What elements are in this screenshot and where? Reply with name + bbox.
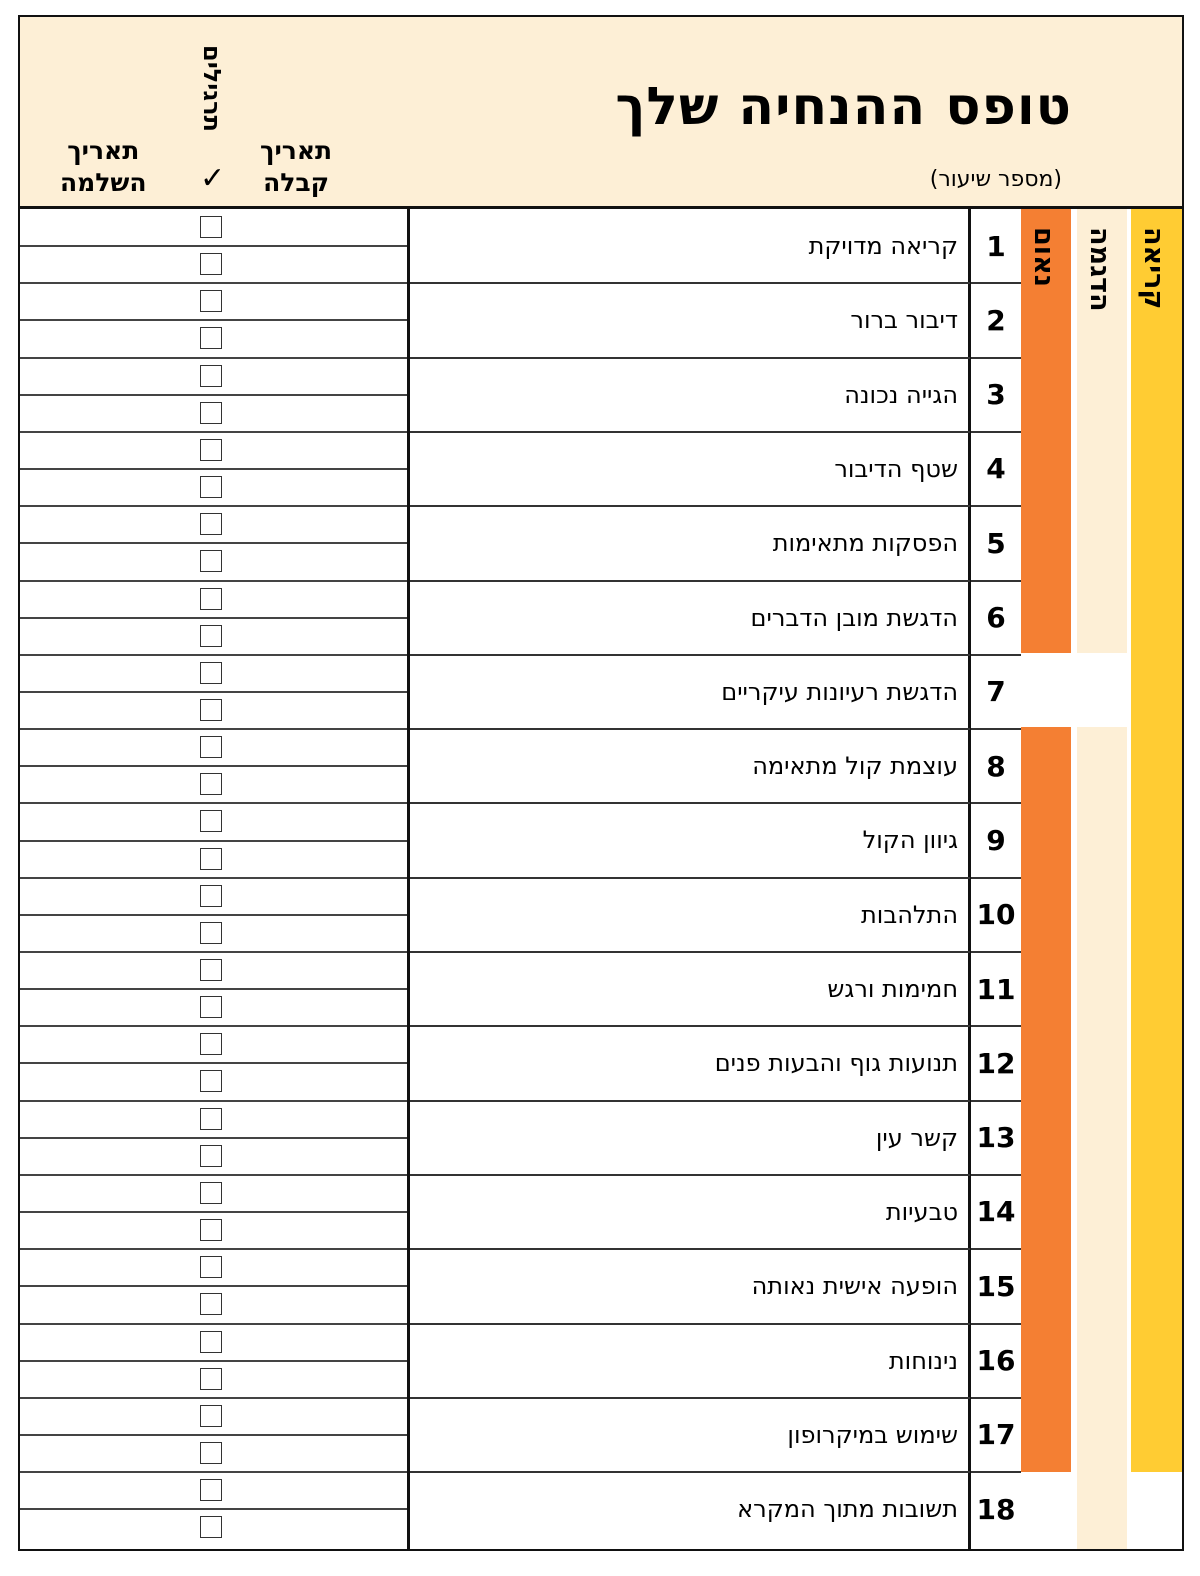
lesson-number: 7 xyxy=(986,675,1006,709)
lesson-number: 18 xyxy=(976,1492,1016,1526)
lesson-label: דיבור ברור xyxy=(850,306,958,335)
assignment-checkbox[interactable] xyxy=(200,402,222,424)
lesson-number: 11 xyxy=(976,972,1016,1006)
completed-date-header-line2: השלמה xyxy=(60,168,147,197)
lesson-label: הדגשת מובן הדברים xyxy=(750,603,958,632)
lesson-row xyxy=(410,1324,970,1398)
tracking-row-divider xyxy=(20,951,407,953)
tracking-row-divider xyxy=(20,1434,407,1436)
assignment-checkbox[interactable] xyxy=(200,1368,222,1390)
lesson-label: קשר עין xyxy=(875,1123,958,1152)
lesson-row xyxy=(410,655,970,729)
assignment-checkbox[interactable] xyxy=(200,439,222,461)
lesson-label: הגייה נכונה xyxy=(844,380,958,409)
form-frame xyxy=(18,15,1184,1551)
lesson-number: 14 xyxy=(976,1195,1016,1229)
lesson-row xyxy=(410,1249,970,1323)
tracking-row-divider xyxy=(20,1397,407,1399)
assignment-checkbox[interactable] xyxy=(200,588,222,610)
assignment-checkbox[interactable] xyxy=(200,253,222,275)
received-date-header-line1: תאריך xyxy=(260,136,333,165)
assignment-checkbox[interactable] xyxy=(200,550,222,572)
tracking-row-divider xyxy=(20,914,407,916)
tracking-row-divider xyxy=(20,1025,407,1027)
lesson-label: הדגשת רעיונות עיקריים xyxy=(721,677,958,706)
lesson-row xyxy=(410,1472,970,1546)
tracking-row-divider xyxy=(20,617,407,619)
tracking-row-divider xyxy=(20,802,407,804)
assignments-header: תרגילים xyxy=(198,45,226,132)
lesson-label: טבעיות xyxy=(885,1197,958,1226)
lesson-row xyxy=(410,1398,970,1472)
assignment-checkbox[interactable] xyxy=(200,959,222,981)
tracking-row-divider xyxy=(20,1360,407,1362)
assignment-checkbox[interactable] xyxy=(200,476,222,498)
assignment-checkbox[interactable] xyxy=(200,996,222,1018)
assignment-checkbox[interactable] xyxy=(200,848,222,870)
tracking-row-divider xyxy=(20,691,407,693)
tracking-row-divider xyxy=(20,1062,407,1064)
assignment-checkbox[interactable] xyxy=(200,1516,222,1538)
lesson-row xyxy=(410,729,970,803)
lesson-number: 12 xyxy=(976,1046,1016,1080)
tracking-row-divider xyxy=(20,319,407,321)
tracking-row-divider xyxy=(20,654,407,656)
assignment-checkbox[interactable] xyxy=(200,1256,222,1278)
tracking-row-divider xyxy=(20,1248,407,1250)
assignment-checkbox[interactable] xyxy=(200,1033,222,1055)
lesson-row xyxy=(410,506,970,580)
assignment-checkbox[interactable] xyxy=(200,1479,222,1501)
page-title: טופס ההנחיה שלך xyxy=(615,77,1072,137)
lesson-number: 10 xyxy=(976,898,1016,932)
received-date-header-line2: קבלה xyxy=(263,168,330,197)
assignment-checkbox[interactable] xyxy=(200,885,222,907)
demonstration-bar-label: הדגמה xyxy=(1084,227,1115,312)
tracking-row-divider xyxy=(20,1285,407,1287)
talk-bar-label: נאום xyxy=(1028,227,1059,287)
demonstration-bar xyxy=(1077,209,1127,1549)
completed-date-header xyxy=(60,135,147,199)
tracking-row-divider xyxy=(20,468,407,470)
lesson-row xyxy=(410,358,970,432)
tracking-row-divider xyxy=(20,245,407,247)
assignment-checkbox[interactable] xyxy=(200,922,222,944)
assignment-checkbox[interactable] xyxy=(200,1219,222,1241)
lesson-number: 16 xyxy=(976,1344,1016,1377)
assignment-checkbox[interactable] xyxy=(200,662,222,684)
assignment-checkbox[interactable] xyxy=(200,625,222,647)
tracking-row-divider xyxy=(20,728,407,730)
assignment-checkbox[interactable] xyxy=(200,1108,222,1130)
assignment-checkbox[interactable] xyxy=(200,1182,222,1204)
tracking-row-divider xyxy=(20,431,407,433)
tracking-row-divider xyxy=(20,840,407,842)
lesson-number: 1 xyxy=(986,229,1006,263)
assignment-checkbox[interactable] xyxy=(200,327,222,349)
tracking-row-divider xyxy=(20,1471,407,1473)
lesson-label: הופעה אישית נאותה xyxy=(751,1272,958,1301)
assignment-checkbox[interactable] xyxy=(200,1442,222,1464)
lesson-row xyxy=(410,581,970,655)
lesson-row xyxy=(410,1175,970,1249)
tracking-row-divider xyxy=(20,1174,407,1176)
lesson-row xyxy=(410,283,970,357)
tracking-row-divider xyxy=(20,505,407,507)
assignment-checkbox[interactable] xyxy=(200,736,222,758)
lesson-row xyxy=(410,952,970,1026)
tracking-row-divider xyxy=(20,1323,407,1325)
tracking-row-divider xyxy=(20,877,407,879)
lesson-label: עוצמת קול מתאימה xyxy=(752,752,958,781)
tracking-row-divider xyxy=(20,580,407,582)
assignment-checkbox[interactable] xyxy=(200,773,222,795)
tracking-row-divider xyxy=(20,988,407,990)
tracking-row-divider xyxy=(20,1137,407,1139)
lesson-label: נינוחות xyxy=(888,1346,958,1375)
tracking-row-divider xyxy=(20,1100,407,1102)
assignment-checkbox[interactable] xyxy=(200,1070,222,1092)
lesson-number: 3 xyxy=(986,378,1006,412)
lesson-label: גיוון הקול xyxy=(862,826,958,855)
assignment-checkbox[interactable] xyxy=(200,365,222,387)
lesson-number: 17 xyxy=(976,1418,1016,1452)
lesson-number: 13 xyxy=(976,1121,1016,1155)
form-header xyxy=(20,17,1182,209)
lesson-label: שטף הדיבור xyxy=(834,454,958,483)
lesson-number: 9 xyxy=(986,823,1006,857)
lesson-row xyxy=(410,1026,970,1100)
tracking-row-divider xyxy=(20,357,407,359)
reading-bar xyxy=(1131,209,1182,1472)
lesson-row xyxy=(410,432,970,506)
lesson-7-gap xyxy=(1021,653,1131,727)
lesson-label: תנועות גוף והבעות פנים xyxy=(714,1049,958,1078)
assignment-checkbox[interactable] xyxy=(200,513,222,535)
tracking-row-divider xyxy=(20,1508,407,1510)
lesson-row xyxy=(410,209,970,283)
assignment-checkbox[interactable] xyxy=(200,810,222,832)
lesson-label: קריאה מדויקת xyxy=(808,232,958,260)
talk-bar xyxy=(1021,209,1071,1472)
lesson-row xyxy=(410,1101,970,1175)
assignment-checkbox[interactable] xyxy=(200,1405,222,1427)
completed-date-header-line1: תאריך xyxy=(67,136,140,165)
check-mark-icon: ✓ xyxy=(200,161,226,196)
tracking-row-divider xyxy=(20,394,407,396)
assignment-checkbox[interactable] xyxy=(200,216,222,238)
lesson-row xyxy=(410,803,970,877)
lesson-number: 8 xyxy=(986,749,1006,783)
reading-bar-label: קריאה xyxy=(1138,227,1169,310)
lesson-label: שימוש במיקרופון xyxy=(787,1420,958,1449)
lesson-label: חמימות ורגש xyxy=(827,975,958,1003)
assignment-checkbox[interactable] xyxy=(200,1293,222,1315)
assignment-checkbox[interactable] xyxy=(200,1145,222,1167)
assignment-checkbox[interactable] xyxy=(200,290,222,312)
lesson-number: 4 xyxy=(986,452,1006,486)
lesson-label: הפסקות מתאימות xyxy=(772,529,958,558)
lesson-number: 6 xyxy=(986,601,1006,634)
assignment-checkbox[interactable] xyxy=(200,1331,222,1353)
lesson-row xyxy=(410,878,970,952)
lesson-number: 15 xyxy=(976,1269,1016,1303)
lesson-number: 2 xyxy=(986,303,1006,337)
received-date-header xyxy=(260,135,332,199)
tracking-row-divider xyxy=(20,765,407,767)
tracking-row-divider xyxy=(20,282,407,284)
assignment-checkbox[interactable] xyxy=(200,699,222,721)
tracking-row-divider xyxy=(20,542,407,544)
lesson-label: התלהבות xyxy=(861,900,958,929)
lesson-label: תשובות מתוך המקרא xyxy=(737,1495,958,1524)
tracking-row-divider xyxy=(20,1211,407,1213)
lesson-number: 5 xyxy=(986,526,1006,560)
lesson-number-caption: (מספר שיעור) xyxy=(929,167,1062,192)
